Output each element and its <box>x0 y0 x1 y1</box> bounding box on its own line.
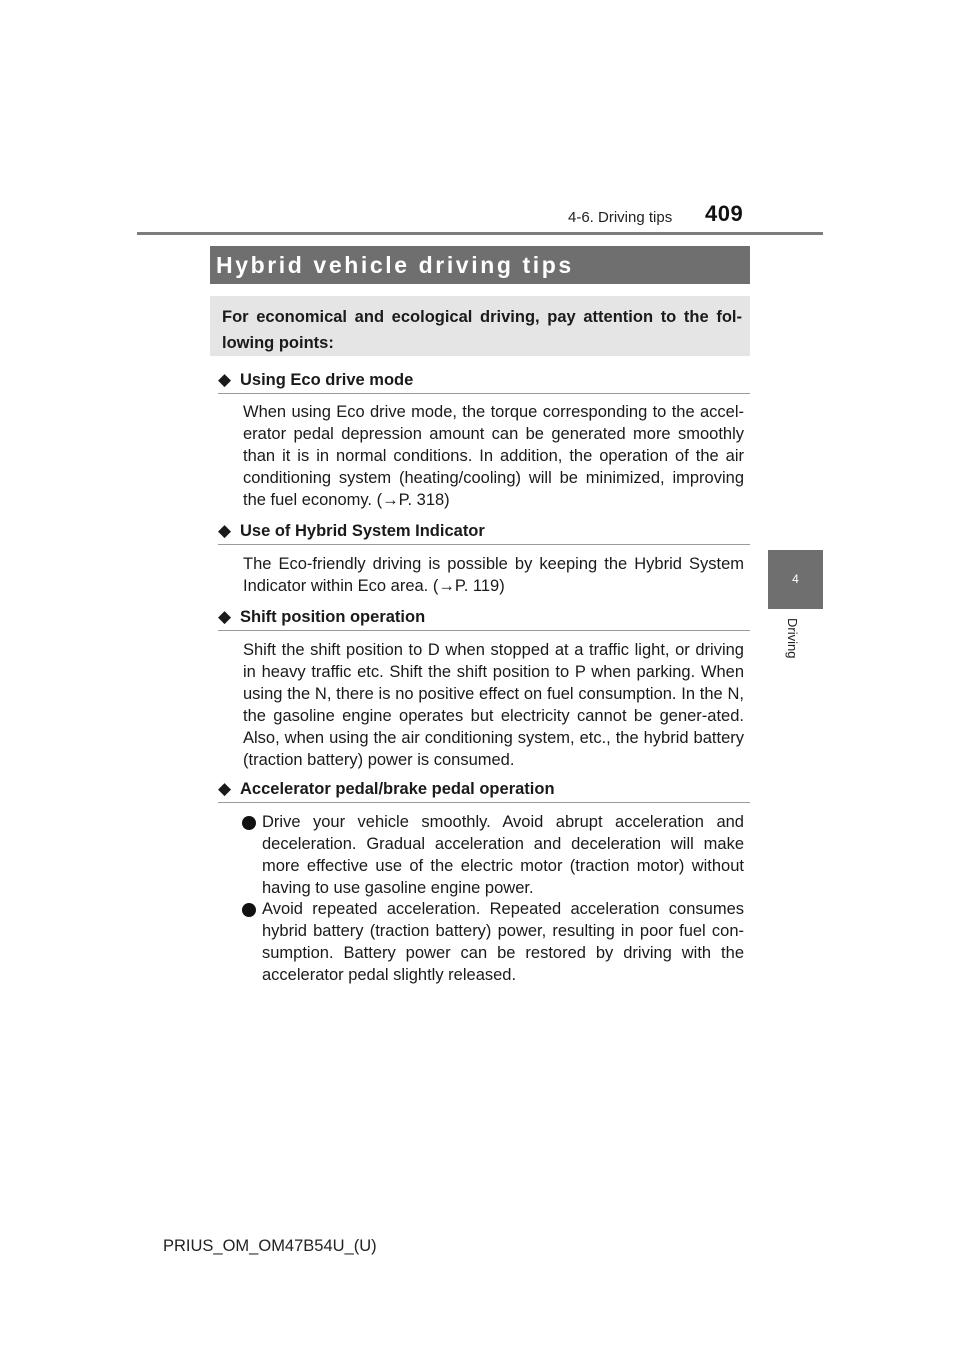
header-divider <box>137 232 823 235</box>
section-body-eco-drive: When using Eco drive mode, the torque corresponding to the accel-erator pedal depression amount can be generated more smoothly than it is in normal conditions. In addition, the operation of the air conditioning system (heating/cooling) will be minimized, improving the fuel economy. (→P. 318) <box>243 403 744 509</box>
section-body-hybrid-indicator: The Eco-friendly driving is possible by keeping the Hybrid System Indicator within Eco area. (→P. 119) <box>243 555 744 595</box>
list-item: Drive your vehicle smoothly. Avoid abrupt acceleration and deceleration. Gradual acceleration and deceleration will make more effective use of the electric motor (traction motor) without having to use gasoline engine power. <box>262 813 744 897</box>
diamond-icon: ◆ <box>218 370 232 389</box>
section-heading-shift-position <box>218 607 750 631</box>
intro-box <box>210 296 750 356</box>
bullet-icon <box>242 903 256 917</box>
chapter-label: Driving <box>785 618 800 659</box>
section-heading-eco-drive <box>218 370 750 394</box>
section-heading-pedal-operation <box>218 779 750 803</box>
page-title: Hybrid vehicle driving tips <box>210 246 750 284</box>
diamond-icon: ◆ <box>218 521 232 540</box>
section-breadcrumb: 4-6. Driving tips <box>568 209 673 226</box>
page-number: 409 <box>705 201 744 226</box>
intro-text: For economical and ecological driving, pay attention to the fol-lowing points: <box>222 308 742 352</box>
list-item: Avoid repeated acceleration. Repeated acceleration consumes hybrid battery (traction battery) power, resulting in poor fuel con-sumption. Battery power can be restored by driving with the accelerator pedal slightly released. <box>262 900 744 984</box>
section-heading-text: Use of Hybrid System Indicator <box>240 522 485 540</box>
chapter-tab <box>768 550 823 609</box>
section-body-shift-position: Shift the shift position to D when stopped at a traffic light, or driving in heavy traffic etc. Shift the shift position to P when parking. When using the N, there is no positive effect on fuel consumption. In the N, the gasoline engine operates but electricity cannot be gener-ated. Also, when using the air conditioning system, etc., the hybrid battery (traction battery) power is consumed. <box>243 641 744 769</box>
bullet-icon <box>242 816 256 830</box>
section-heading-text: Shift position operation <box>240 608 426 626</box>
section-heading-hybrid-indicator <box>218 521 750 545</box>
section-heading-text: Using Eco drive mode <box>240 371 414 389</box>
diamond-icon: ◆ <box>218 779 232 798</box>
diamond-icon: ◆ <box>218 607 232 626</box>
chapter-number: 4 <box>792 572 799 586</box>
document-code: PRIUS_OM_OM47B54U_(U) <box>163 1237 377 1255</box>
section-heading-text: Accelerator pedal/brake pedal operation <box>240 780 555 798</box>
